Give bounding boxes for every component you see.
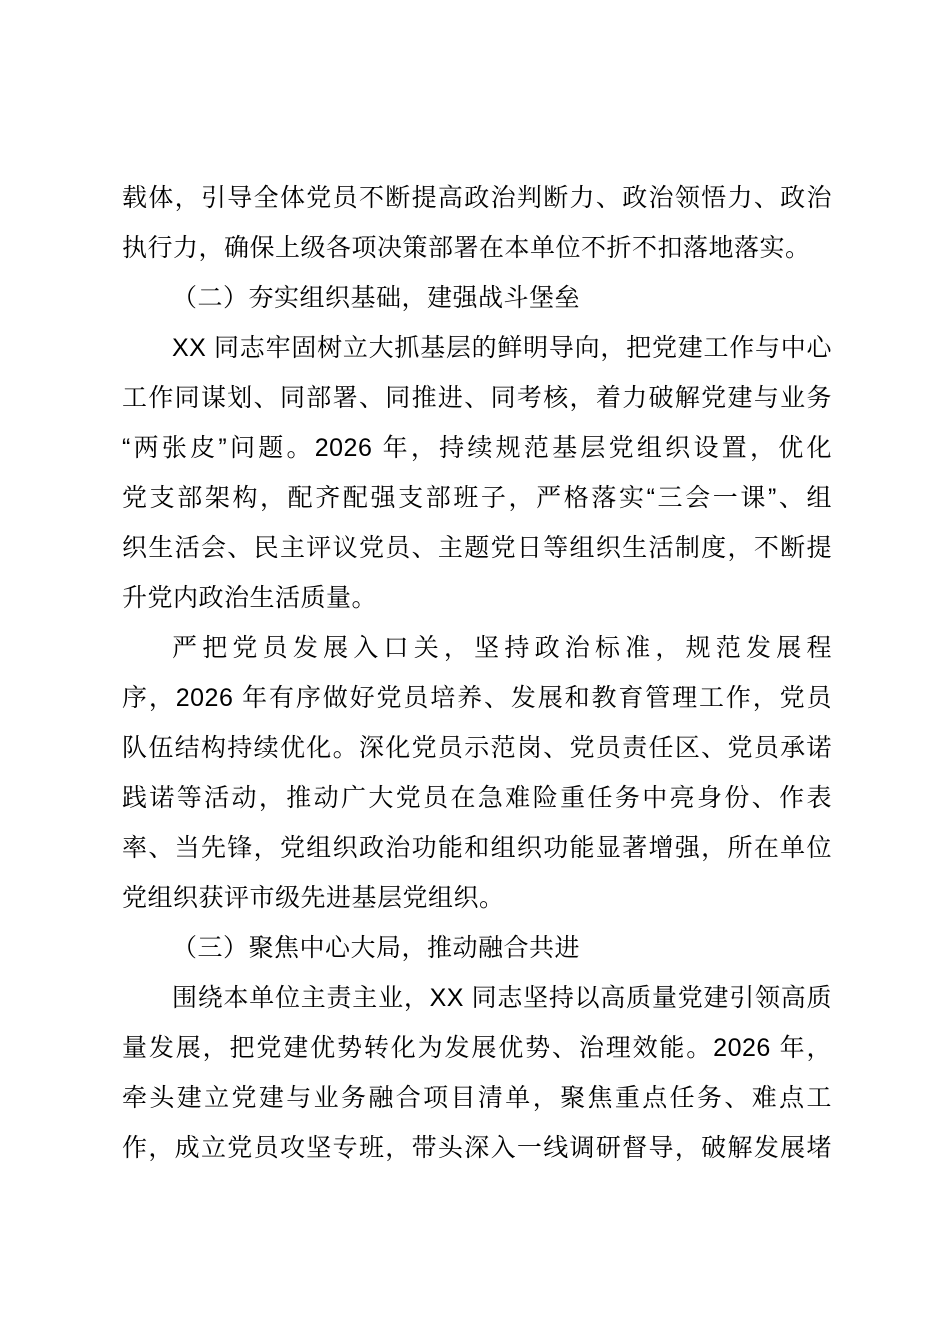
- text-line: “两张皮”问题。2026 年，持续规范基层党组织设置，优化: [122, 434, 832, 462]
- text-line: 序，2026 年有序做好党员培养、发展和教育管理工作，党员: [122, 684, 832, 712]
- document-text-block: [122, 173, 832, 1173]
- text-line: 织生活会、民主评议党员、主题党日等组织生活制度，不断提: [122, 534, 832, 562]
- text-line: 载体，引导全体党员不断提高政治判断力、政治领悟力、政治: [122, 184, 832, 212]
- text-line: 党组织获评市级先进基层党组织。: [122, 884, 505, 912]
- text-line: 升党内政治生活质量。: [122, 584, 378, 612]
- text-line: 执行力，确保上级各项决策部署在本单位不折不扣落地落实。: [122, 234, 811, 262]
- text-line: 严把党员发展入口关，坚持政治标准，规范发展程: [172, 634, 832, 662]
- text-line: 牵头建立党建与业务融合项目清单，聚焦重点任务、难点工: [122, 1084, 832, 1112]
- text-line: 践诺等活动，推动广大党员在急难险重任务中亮身份、作表: [122, 784, 832, 812]
- text-line: 作，成立党员攻坚专班，带头深入一线调研督导，破解发展堵: [122, 1134, 832, 1162]
- section-heading: （三）聚焦中心大局，推动融合共进: [172, 934, 581, 962]
- text-line: 党支部架构，配齐配强支部班子，严格落实“三会一课”、组: [122, 484, 832, 512]
- text-line: 率、当先锋，党组织政治功能和组织功能显著增强，所在单位: [122, 834, 832, 862]
- text-line: 量发展，把党建优势转化为发展优势、治理效能。2026 年，: [122, 1034, 832, 1062]
- text-line: 队伍结构持续优化。深化党员示范岗、党员责任区、党员承诺: [122, 734, 832, 762]
- section-heading: （二）夯实组织基础，建强战斗堡垒: [172, 284, 581, 312]
- text-line: XX 同志牢固树立大抓基层的鲜明导向，把党建工作与中心: [172, 334, 832, 362]
- text-line: 围绕本单位主责主业，XX 同志坚持以高质量党建引领高质: [172, 984, 832, 1012]
- text-line: 工作同谋划、同部署、同推进、同考核，着力破解党建与业务: [122, 384, 832, 412]
